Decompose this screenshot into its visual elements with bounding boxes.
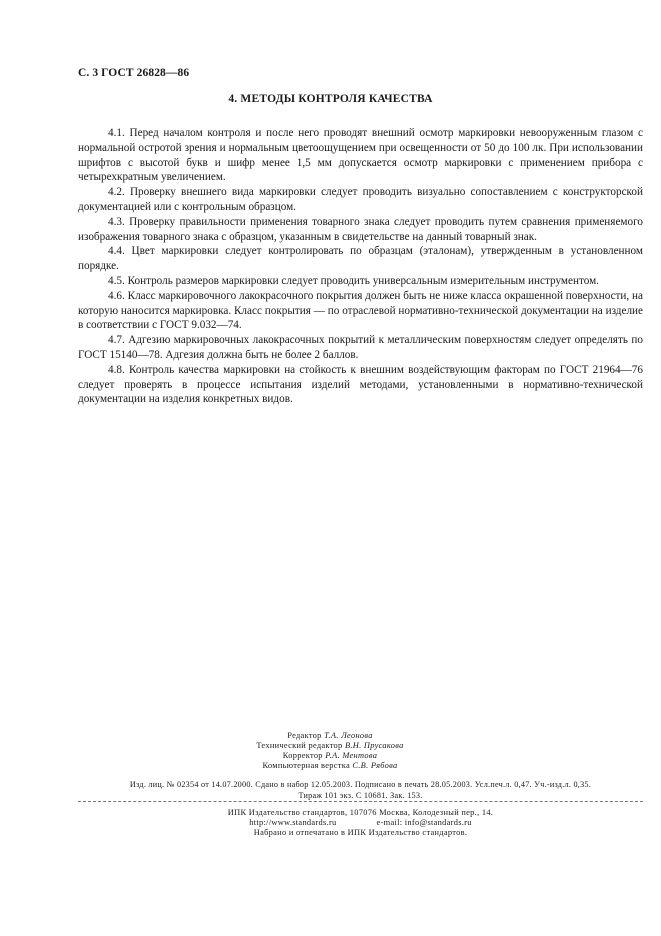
credit-role: Корректор	[282, 751, 323, 760]
credit-role: Технический редактор	[256, 741, 343, 750]
credit-line	[150, 731, 510, 741]
credit-role: Компьютерная верстка	[262, 761, 350, 770]
credit-name: В.Н. Прусакова	[344, 741, 404, 750]
credit-line	[150, 761, 510, 771]
credit-name: С.В. Рябова	[352, 761, 398, 770]
paragraph-4-7: 4.7. Адгезию маркировочных лакокрасочных покрытий к металлическим поверхностям следует определять по ГОСТ 15140—78. Адгезия должна быть не более 2 баллов.	[78, 334, 643, 361]
body-text	[78, 126, 643, 407]
paragraph-4-5: 4.5. Контроль размеров маркировки следует проводить универсальным измерительным инструментом.	[108, 274, 599, 287]
printed-by: Набрано и отпечатано в ИПК Издательство стандартов.	[253, 828, 468, 838]
publisher-email: e-mail: info@standards.ru	[376, 818, 472, 828]
paragraph-4-4: 4.4. Цвет маркировки следует контролировать по образцам (эталонам), утвержденным в установленном порядке.	[78, 245, 643, 273]
credit-line	[150, 751, 510, 761]
publication-info-line-2: Тираж 101 экз. С 10681. Зак. 153.	[298, 790, 423, 800]
paragraph-4-1: 4.1. Перед началом контроля и после него проводят внешний осмотр маркировки невооруженным глазом с нормальной остротой зрения и нормальным цветоощущением при освещенности от 50 до 100 лк. При использовании шрифтов с высотой букв и шифр менее 1,5 мм допускается осмотр маркировки с применением прибора с четырехкратным увеличением.	[78, 127, 643, 184]
publisher-contacts	[78, 818, 643, 828]
paragraph-4-3: 4.3. Проверку правильности применения товарного знака следует проводить путем сравнения применяемого изображения товарного знака с образцом, указанным в свидетельстве на данный товарный знак.	[78, 215, 643, 243]
paragraph-4-8: 4.8. Контроль качества маркировки на стойкость к внешним воздействующим факторам по ГОСТ 21964—76 следует проверять в процессе испытания изделий методами, установленными в нормативно-технической документации на изделия конкретных видов.	[78, 363, 643, 406]
credit-name: Р.А. Ментова	[325, 751, 378, 760]
publication-info	[78, 780, 643, 801]
publication-info-line-1: Изд. лиц. № 02354 от 14.07.2000. Сдано в набор 12.05.2003. Подписано в печать 28.05.2003. Усл.печ.л. 0,47. Уч.-изд.л. 0,35.	[129, 780, 592, 789]
publisher-footer	[78, 808, 643, 839]
footer-divider	[78, 801, 643, 802]
page-header: С. 3 ГОСТ 26828—86	[78, 67, 190, 79]
publisher-address: ИПК Издательство стандартов, 107076 Москва, Колодезный пер., 14.	[227, 808, 494, 817]
publisher-website: http://www.standards.ru	[249, 818, 337, 828]
credit-line	[150, 741, 510, 751]
credit-role: Редактор	[287, 731, 322, 740]
section-title: 4. МЕТОДЫ КОНТРОЛЯ КАЧЕСТВА	[228, 93, 433, 105]
credits-block	[150, 731, 510, 771]
paragraph-4-2: 4.2. Проверку внешнего вида маркировки следует проводить визуально сопоставлением с конструкторской документацией или с контрольным образцом.	[78, 186, 643, 213]
paragraph-4-6: 4.6. Класс маркировочного лакокрасочного покрытия должен быть не ниже класса окрашенной поверхности, на которую наносится маркировка. Класс покрытия — по отраслевой нормативно-технической документации на изделие в соответствии с ГОСТ 9.032—74.	[78, 289, 643, 332]
credit-name: Т.А. Леонова	[324, 731, 373, 740]
